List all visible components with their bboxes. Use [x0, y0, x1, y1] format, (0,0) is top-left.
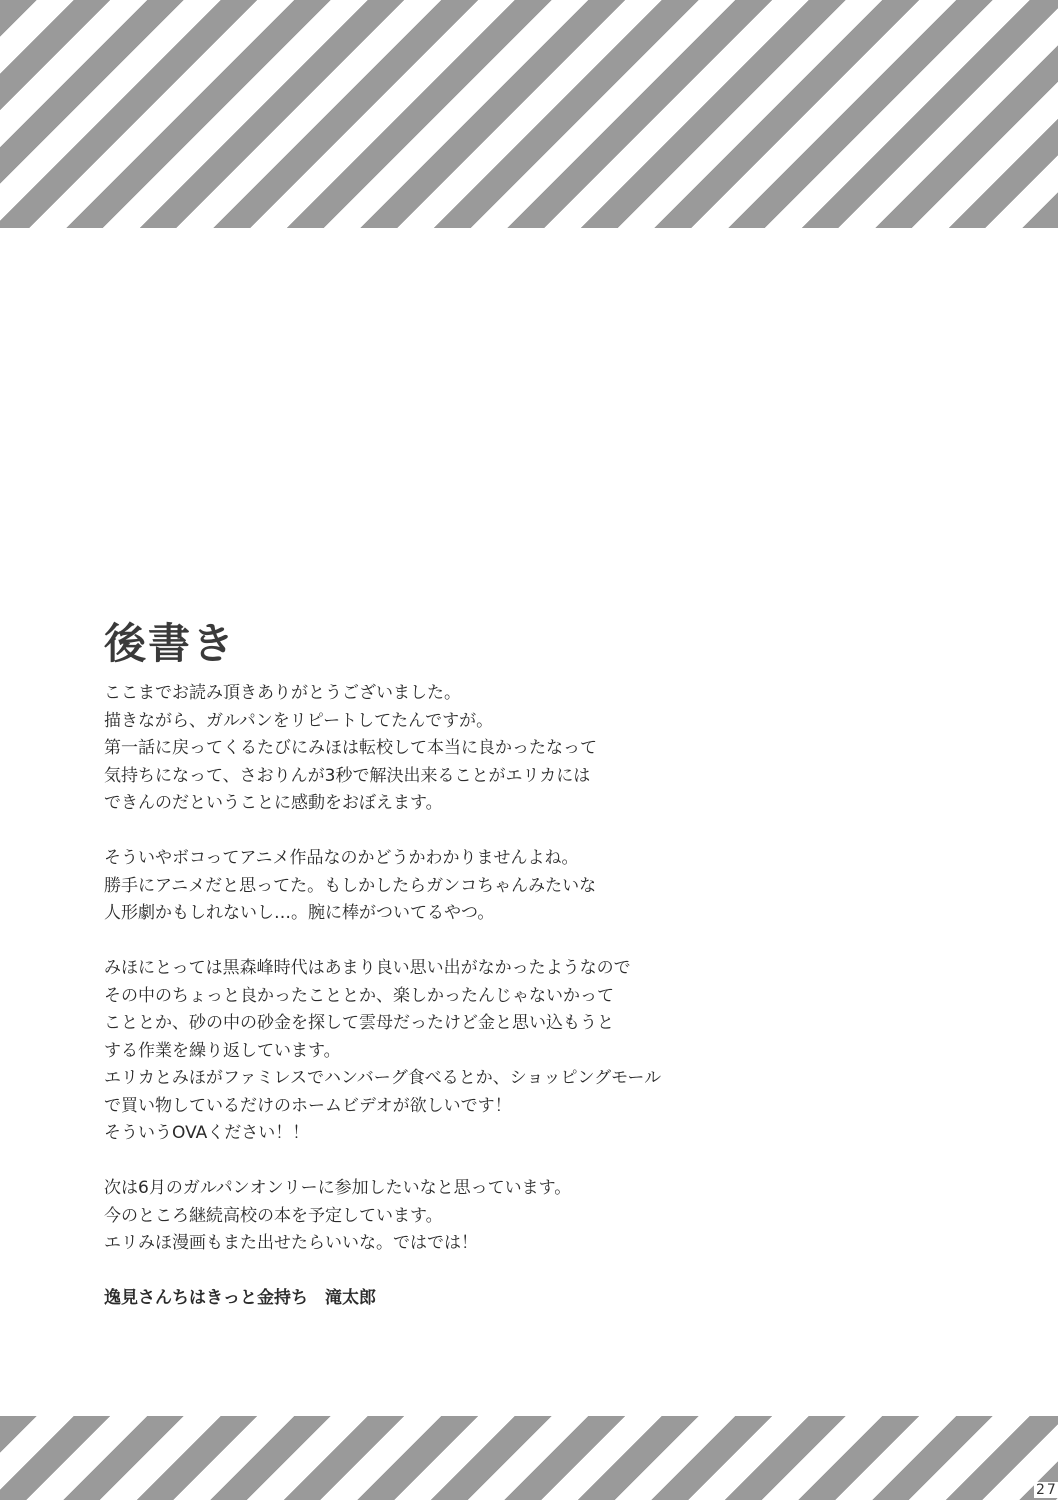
text-line: できんのだということに感動をおぼえます。	[104, 793, 443, 813]
text-line: で買い物しているだけのホームビデオが欲しいです！	[104, 1095, 512, 1116]
text-line: そういうOVAください！！	[104, 1123, 310, 1143]
text-line: そういやボコってアニメ作品なのかどうかわかりませんよね。	[104, 848, 579, 868]
text-line: 気持ちになって、さおりんが3秒で解決出来ることがエリカには	[104, 765, 591, 786]
text-line: 描きながら、ガルパンをリピートしてたんですが。	[104, 710, 494, 731]
author-signature: 逸見さんちはきっと金持ち 滝太郎	[104, 1288, 376, 1308]
top-stripe-border	[0, 0, 1058, 228]
paragraph-1	[104, 680, 704, 818]
text-line: 勝手にアニメだと思ってた。もしかしたらガンコちゃんみたいな	[104, 875, 597, 896]
text-line: その中のちょっと良かったこととか、楽しかったんじゃないかって	[104, 985, 614, 1006]
paragraph-3	[104, 955, 704, 1148]
text-line: する作業を繰り返しています。	[104, 1040, 341, 1061]
text-line: 人形劇かもしれないし…。腕に棒がついてるやつ。	[104, 903, 495, 923]
page-number: 27	[1036, 1482, 1058, 1498]
paragraph-2	[104, 845, 704, 928]
text-line: 今のところ継続高校の本を予定しています。	[104, 1205, 443, 1226]
text-line: 第一話に戻ってくるたびにみほは転校して本当に良かったなって	[104, 738, 597, 758]
bottom-stripe-border	[0, 1416, 1058, 1500]
text-line: エリカとみほがファミレスでハンバーグ食べるとか、ショッピングモール	[104, 1068, 662, 1088]
afterword-body	[104, 680, 704, 1313]
text-line: こととか、砂の中の砂金を探して雲母だったけど金と思い込もうと	[104, 1013, 614, 1033]
text-line: 次は6月のガルパンオンリーに参加したいなと思っています。	[104, 1178, 572, 1198]
text-line: ここまでお読み頂きありがとうございました。	[104, 683, 461, 703]
paragraph-4	[104, 1175, 704, 1258]
text-line: みほにとっては黒森峰時代はあまり良い思い出がなかったようなので	[104, 958, 631, 978]
text-line: エリみほ漫画もまた出せたらいいな。ではでは！	[104, 1233, 478, 1253]
page-title: 後書き	[104, 619, 237, 668]
